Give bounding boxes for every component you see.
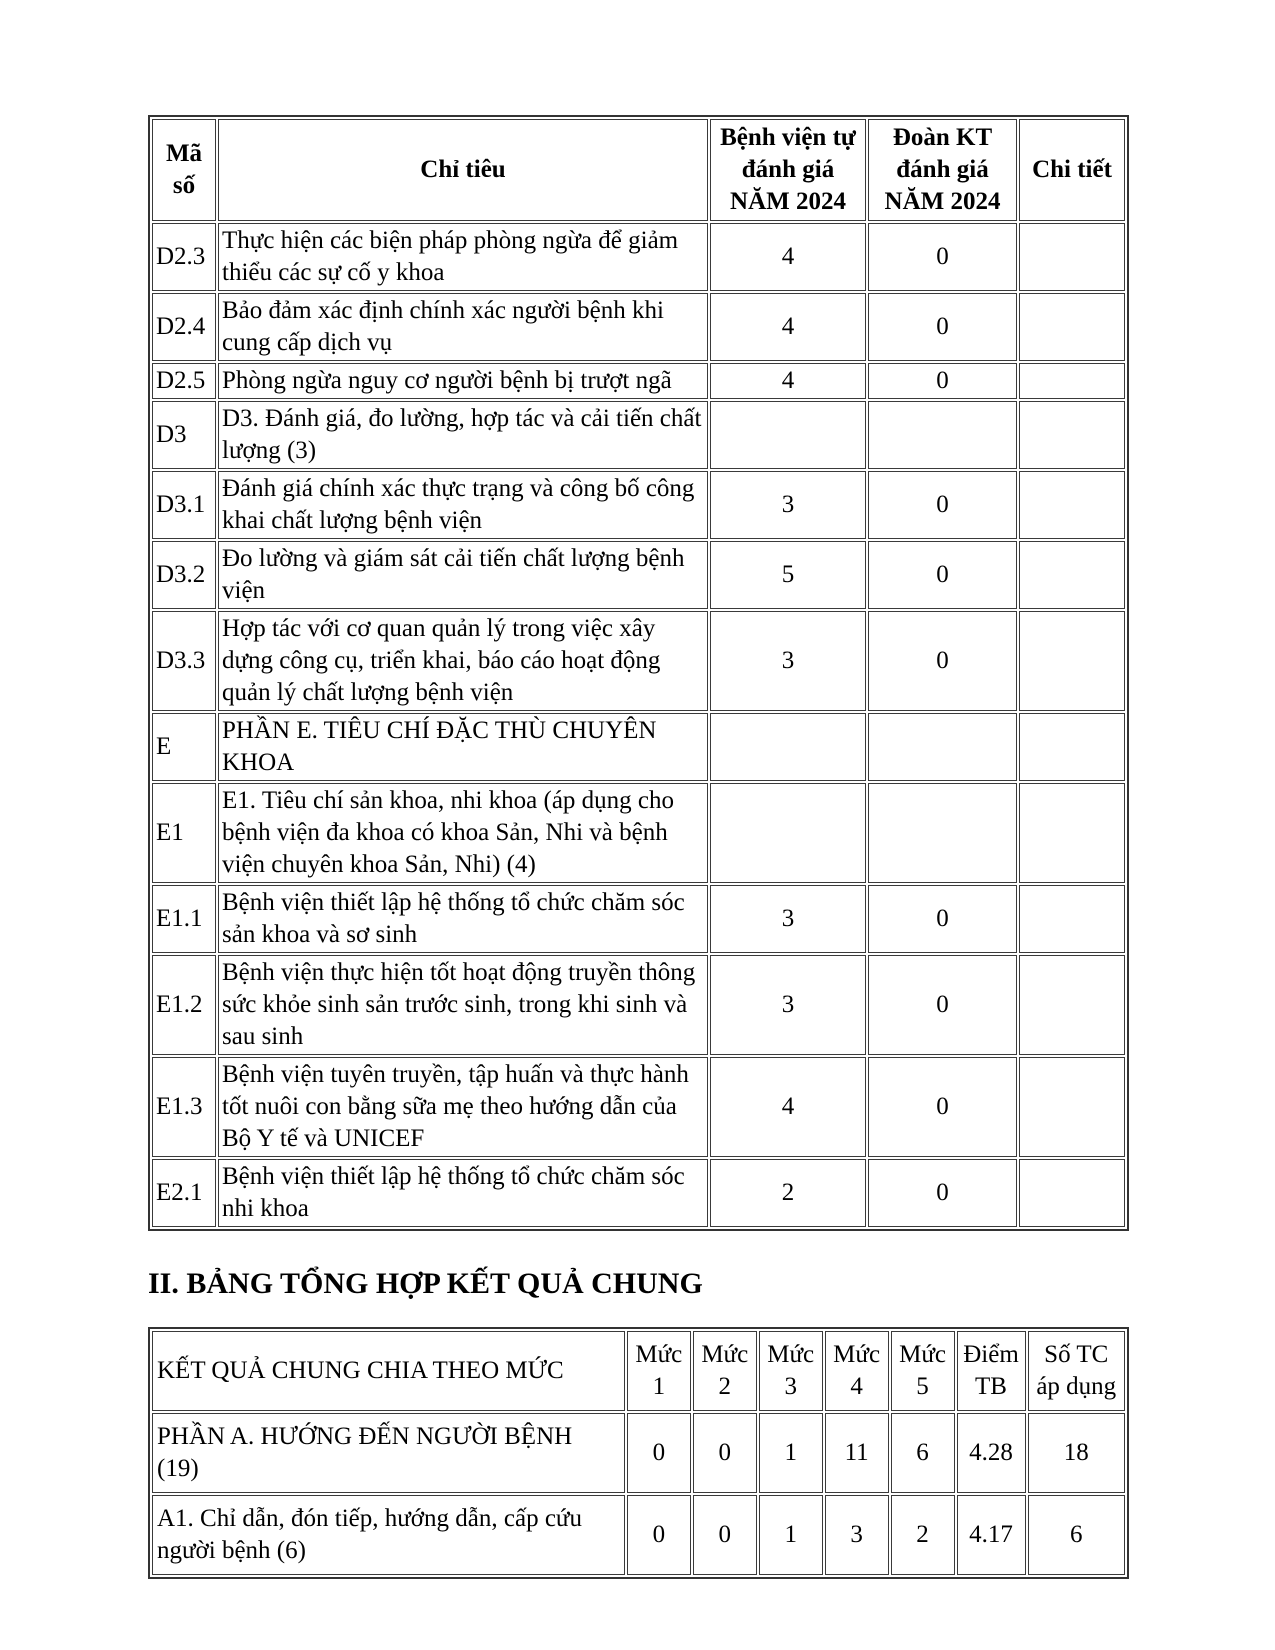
level1-cell: 0 [627,1413,691,1493]
criteria-row [152,611,1125,711]
col-header-level2: Mức 2 [693,1331,757,1411]
criteria-row [152,713,1125,781]
criteria-row [152,1159,1125,1227]
criteria-cell: Bệnh viện thiết lập hệ thống tổ chức chăm sóc nhi khoa [218,1159,708,1227]
code-cell: D2.3 [152,223,216,291]
level3-cell: 1 [759,1495,823,1575]
col-header-result-label: KẾT QUẢ CHUNG CHIA THEO MỨC [152,1331,625,1411]
self-assessment-cell: 3 [710,611,866,711]
level5-cell: 2 [891,1495,955,1575]
level5-cell: 6 [891,1413,955,1493]
applied-criteria-cell: 6 [1028,1495,1126,1575]
code-cell: E [152,713,216,781]
criteria-cell: Thực hiện các biện pháp phòng ngừa để giảm thiểu các sự cố y khoa [218,223,708,291]
code-cell: D3.1 [152,471,216,539]
self-assessment-cell [710,401,866,469]
criteria-cell: Phòng ngừa nguy cơ người bệnh bị trượt ngã [218,363,708,399]
self-assessment-cell: 4 [710,293,866,361]
level4-cell: 3 [825,1495,889,1575]
self-assessment-cell [710,783,866,883]
code-cell: E1.3 [152,1057,216,1157]
criteria-row [152,541,1125,609]
criteria-row [152,955,1125,1055]
self-assessment-cell: 4 [710,363,866,399]
detail-cell [1019,1057,1125,1157]
criteria-row [152,783,1125,883]
inspection-team-cell: 0 [868,293,1017,361]
code-cell: E2.1 [152,1159,216,1227]
self-assessment-cell: 3 [710,955,866,1055]
level4-cell: 11 [825,1413,889,1493]
code-cell: D3.2 [152,541,216,609]
col-header-criteria: Chỉ tiêu [218,119,708,221]
detail-cell [1019,363,1125,399]
self-assessment-cell: 3 [710,885,866,953]
section-heading: II. BẢNG TỔNG HỢP KẾT QUẢ CHUNG [148,1267,703,1300]
result-label-cell: A1. Chỉ dẫn, đón tiếp, hướng dẫn, cấp cứu người bệnh (6) [152,1495,625,1575]
criteria-table-body [152,223,1125,1227]
criteria-cell: Hợp tác với cơ quan quản lý trong việc xây dựng công cụ, triển khai, báo cáo hoạt động quản lý chất lượng bệnh viện [218,611,708,711]
col-header-level4: Mức 4 [825,1331,889,1411]
inspection-team-cell: 0 [868,363,1017,399]
inspection-team-cell: 0 [868,1057,1017,1157]
detail-cell [1019,1159,1125,1227]
inspection-team-cell [868,783,1017,883]
criteria-cell: Đánh giá chính xác thực trạng và công bố công khai chất lượng bệnh viện [218,471,708,539]
inspection-team-cell: 0 [868,611,1017,711]
criteria-cell: PHẦN E. TIÊU CHÍ ĐẶC THÙ CHUYÊN KHOA [218,713,708,781]
criteria-table-header [152,119,1125,221]
criteria-cell: Bệnh viện tuyên truyền, tập huấn và thực hành tốt nuôi con bằng sữa mẹ theo hướng dẫn của Bộ Y tế và UNICEF [218,1057,708,1157]
detail-cell [1019,713,1125,781]
detail-cell [1019,293,1125,361]
criteria-row [152,293,1125,361]
summary-results-table [148,1327,1129,1579]
criteria-row [152,363,1125,399]
detail-cell [1019,541,1125,609]
code-cell: D3 [152,401,216,469]
inspection-team-cell: 0 [868,955,1017,1055]
detail-cell [1019,955,1125,1055]
self-assessment-cell: 5 [710,541,866,609]
col-header-code: Mã số [152,119,216,221]
col-header-self-assessment: Bệnh viện tự đánh giá NĂM 2024 [710,119,866,221]
detail-cell [1019,401,1125,469]
col-header-level3: Mức 3 [759,1331,823,1411]
criteria-row [152,401,1125,469]
detail-cell [1019,223,1125,291]
col-header-detail: Chi tiết [1019,119,1125,221]
avg-score-cell: 4.28 [957,1413,1026,1493]
code-cell: E1.1 [152,885,216,953]
code-cell: D2.5 [152,363,216,399]
inspection-team-cell: 0 [868,1159,1017,1227]
col-header-inspection-team: Đoàn KT đánh giá NĂM 2024 [868,119,1017,221]
code-cell: D2.4 [152,293,216,361]
self-assessment-cell: 4 [710,223,866,291]
col-header-applied-criteria: Số TC áp dụng [1028,1331,1126,1411]
detail-cell [1019,783,1125,883]
self-assessment-cell: 2 [710,1159,866,1227]
summary-table-body [152,1413,1125,1575]
level3-cell: 1 [759,1413,823,1493]
code-cell: E1.2 [152,955,216,1055]
criteria-cell: E1. Tiêu chí sản khoa, nhi khoa (áp dụng cho bệnh viện đa khoa có khoa Sản, Nhi và bệnh viện chuyên khoa Sản, Nhi) (4) [218,783,708,883]
code-cell: E1 [152,783,216,883]
summary-row [152,1495,1125,1575]
criteria-cell: D3. Đánh giá, đo lường, hợp tác và cải tiến chất lượng (3) [218,401,708,469]
criteria-cell: Đo lường và giám sát cải tiến chất lượng bệnh viện [218,541,708,609]
self-assessment-cell: 3 [710,471,866,539]
detail-cell [1019,611,1125,711]
criteria-cell: Bệnh viện thiết lập hệ thống tổ chức chăm sóc sản khoa và sơ sinh [218,885,708,953]
detail-cell [1019,885,1125,953]
code-cell: D3.3 [152,611,216,711]
criteria-row [152,223,1125,291]
criteria-cell: Bệnh viện thực hiện tốt hoạt động truyền thông sức khỏe sinh sản trước sinh, trong khi sinh và sau sinh [218,955,708,1055]
inspection-team-cell: 0 [868,223,1017,291]
criteria-header-row [152,119,1125,221]
summary-table-header [152,1331,1125,1411]
avg-score-cell: 4.17 [957,1495,1026,1575]
inspection-team-cell: 0 [868,471,1017,539]
level2-cell: 0 [693,1495,757,1575]
summary-header-row [152,1331,1125,1411]
criteria-assessment-table [148,115,1129,1231]
inspection-team-cell: 0 [868,541,1017,609]
col-header-level1: Mức 1 [627,1331,691,1411]
criteria-row [152,1057,1125,1157]
level1-cell: 0 [627,1495,691,1575]
level2-cell: 0 [693,1413,757,1493]
result-label-cell: PHẦN A. HƯỚNG ĐẾN NGƯỜI BỆNH (19) [152,1413,625,1493]
inspection-team-cell [868,401,1017,469]
detail-cell [1019,471,1125,539]
self-assessment-cell [710,713,866,781]
self-assessment-cell: 4 [710,1057,866,1157]
col-header-avg-score: Điểm TB [957,1331,1026,1411]
inspection-team-cell: 0 [868,885,1017,953]
col-header-level5: Mức 5 [891,1331,955,1411]
criteria-row [152,885,1125,953]
summary-row [152,1413,1125,1493]
applied-criteria-cell: 18 [1028,1413,1126,1493]
inspection-team-cell [868,713,1017,781]
criteria-cell: Bảo đảm xác định chính xác người bệnh khi cung cấp dịch vụ [218,293,708,361]
criteria-row [152,471,1125,539]
